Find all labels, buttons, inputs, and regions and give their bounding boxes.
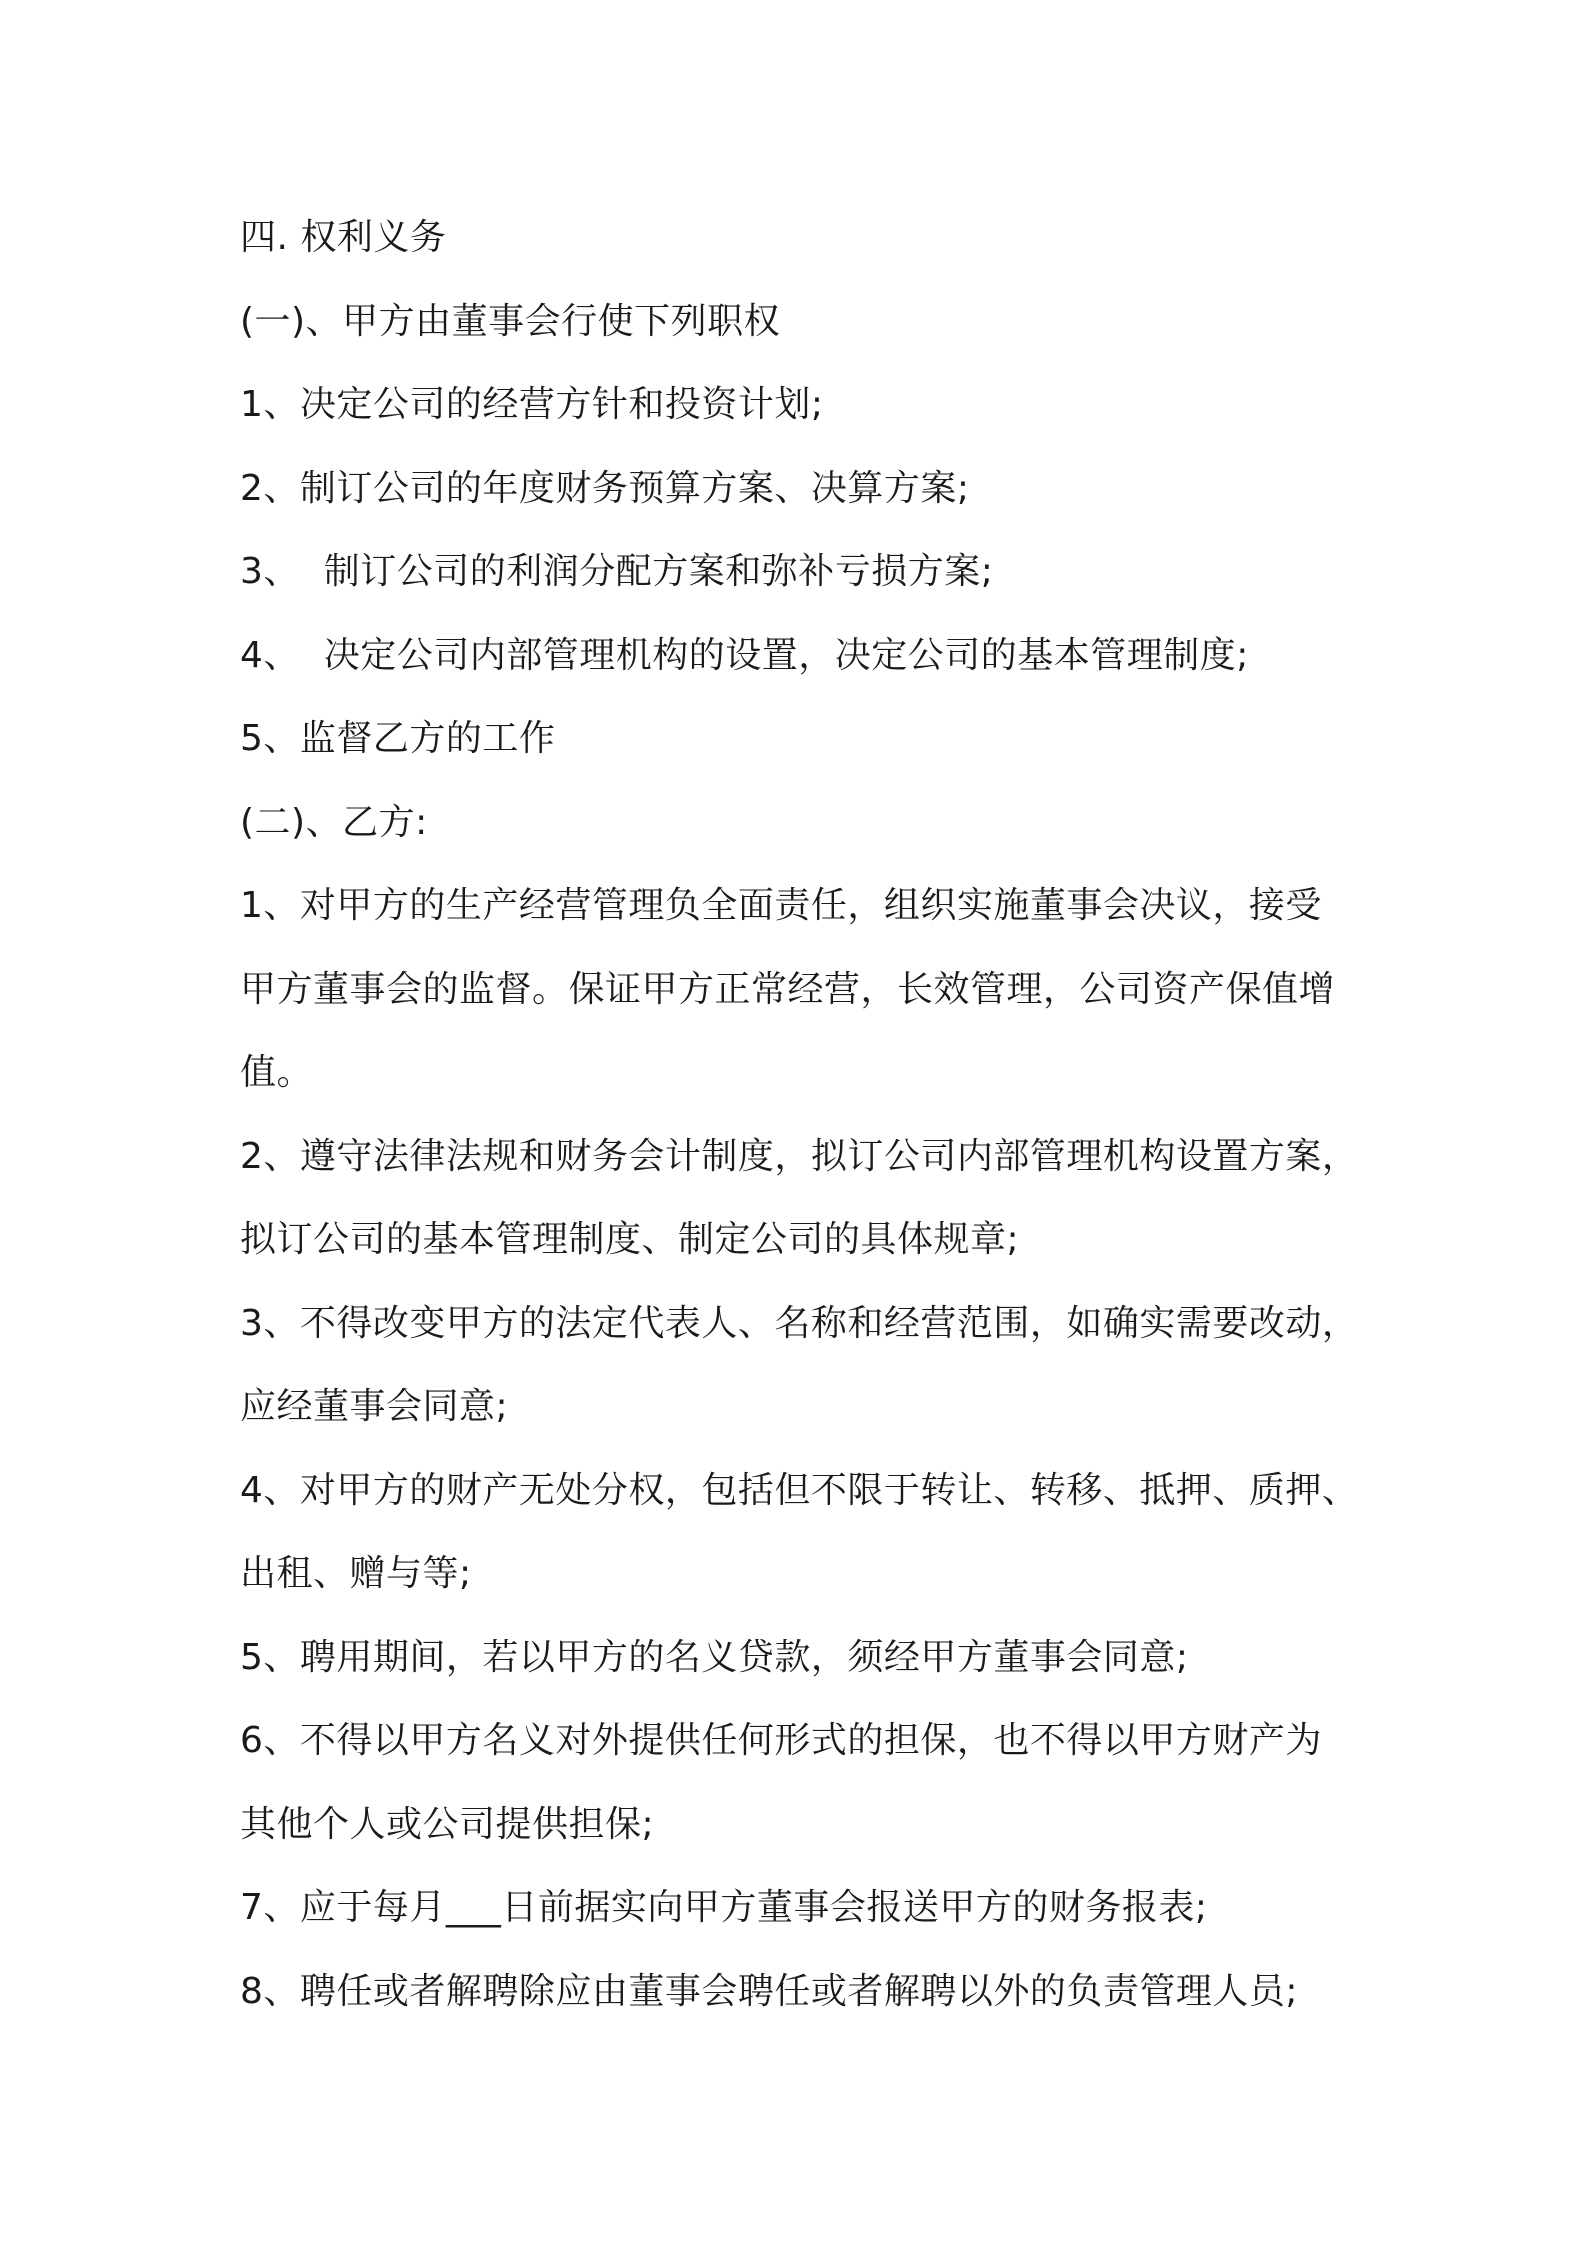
party-a-item-4: 4、 决定公司内部管理机构的设置，决定公司的基本管理制度;: [240, 634, 1249, 676]
party-b-line: 拟订公司的基本管理制度、制定公司的具体规章;: [240, 1219, 1020, 1260]
party-b-line: 4、对甲方的财产无处分权，包括但不限于转让、转移、抵押、质押、: [240, 1469, 1359, 1511]
party-b-line: 其他个人或公司提供担保;: [240, 1803, 655, 1845]
party-b-line: 7、应于每月___日前据实向甲方董事会报送甲方的财务报表;: [240, 1887, 1208, 1928]
party-a-item-3: 3、 制订公司的利润分配方案和弥补亏损方案;: [240, 551, 994, 592]
party-b-line: 6、不得以甲方名义对外提供任何形式的担保，也不得以甲方财产为: [240, 1720, 1322, 1761]
party-b-line: 甲方董事会的监督。保证甲方正常经营，长效管理，公司资产保值增: [240, 968, 1336, 1010]
section-title: 四. 权利义务: [240, 217, 447, 258]
party-a-item-5: 5、监督乙方的工作: [240, 718, 556, 759]
document-body: [240, 196, 1380, 2033]
party-b-line: 出租、赠与等;: [240, 1553, 472, 1594]
party-b-line: 应经董事会同意;: [240, 1386, 509, 1427]
party-b-heading: (二)、乙方:: [240, 801, 428, 843]
party-b-line: 3、不得改变甲方的法定代表人、名称和经营范围，如确实需要改动，: [240, 1302, 1359, 1344]
party-b-line: 2、遵守法律法规和财务会计制度，拟订公司内部管理机构设置方案，: [240, 1135, 1359, 1177]
party-b-line: 8、聘任或者解聘除应由董事会聘任或者解聘以外的负责管理人员;: [240, 1970, 1299, 2012]
party-a-heading: (一)、甲方由董事会行使下列职权: [240, 300, 781, 342]
party-b-line: 5、聘用期间，若以甲方的名义贷款，须经甲方董事会同意;: [240, 1636, 1189, 1678]
party-a-item-1: 1、决定公司的经营方针和投资计划;: [240, 384, 824, 425]
party-b-line: 值。: [240, 1052, 314, 1093]
party-a-item-2: 2、制订公司的年度财务预算方案、决算方案;: [240, 467, 970, 509]
party-b-line: 1、对甲方的生产经营管理负全面责任，组织实施董事会决议，接受: [240, 885, 1322, 926]
